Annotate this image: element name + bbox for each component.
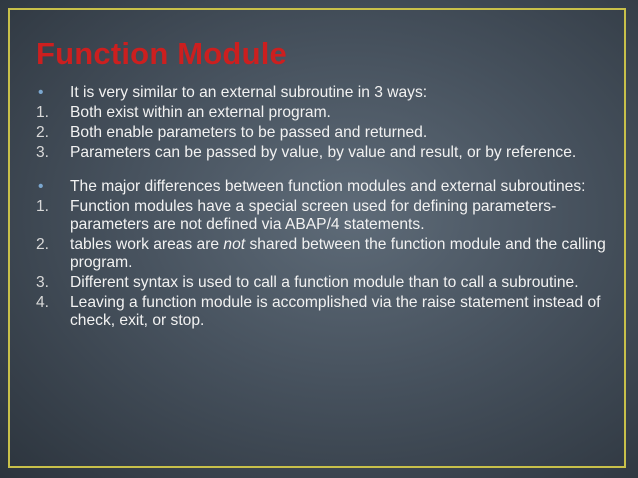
item-text: Parameters can be passed by value, by value and result, or by reference. — [70, 144, 577, 161]
item-text-emphasis: not — [223, 236, 246, 253]
bullet-text: The major differences between function modules and external subroutines: — [70, 178, 586, 195]
item-number: 2. — [36, 236, 50, 253]
item-text: Both exist within an external program. — [70, 104, 331, 121]
numbered-item — [36, 198, 611, 234]
bullet-dot-icon: • — [38, 84, 44, 101]
item-text: Function modules have a special screen used for defining parameters-parameters are not defined via ABAP/4 statements. — [70, 198, 557, 233]
slide-title: Function Module — [36, 36, 287, 71]
item-number: 4. — [36, 294, 50, 311]
numbered-item — [36, 144, 611, 162]
numbered-item — [36, 124, 611, 142]
item-text-post: shared between the function module and the calling program. — [70, 236, 606, 271]
bullet-item — [36, 84, 611, 102]
item-text: Both enable parameters to be passed and returned. — [70, 124, 428, 141]
item-number: 2. — [36, 124, 50, 141]
numbered-item — [36, 104, 611, 122]
item-number: 3. — [36, 144, 50, 161]
spacer — [36, 162, 611, 178]
item-number: 1. — [36, 104, 50, 121]
item-text — [70, 236, 606, 271]
slide-body — [36, 84, 611, 330]
item-number: 1. — [36, 198, 50, 215]
bullet-dot-icon: • — [38, 178, 44, 195]
numbered-item — [36, 274, 611, 292]
bullet-text: It is very similar to an external subroutine in 3 ways: — [70, 84, 428, 101]
item-text-pre: tables work areas are — [70, 236, 224, 253]
numbered-item — [36, 236, 611, 272]
item-text: Different syntax is used to call a function module than to call a subroutine. — [70, 274, 579, 291]
item-number: 3. — [36, 274, 50, 291]
item-text: Leaving a function module is accomplished via the raise statement instead of check, exit, or stop. — [70, 294, 601, 329]
bullet-item — [36, 178, 611, 196]
numbered-item — [36, 294, 611, 330]
